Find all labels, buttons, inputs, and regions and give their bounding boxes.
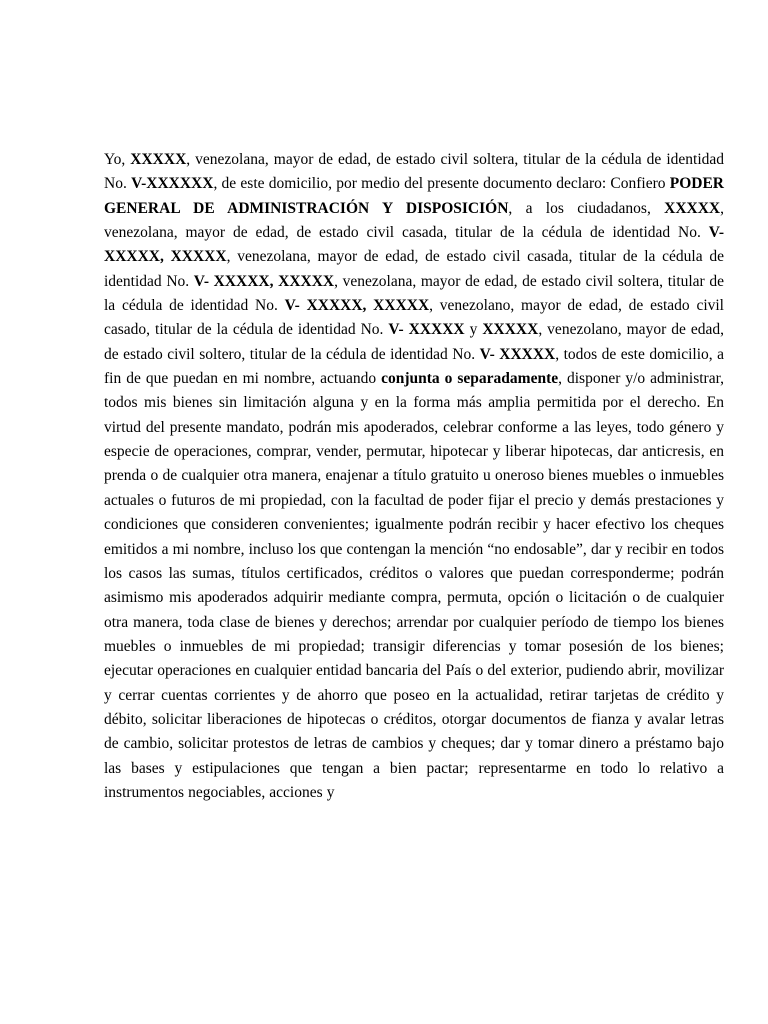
power-type-heading: PODER GENERAL DE ADMINISTRACIÓN Y DISPOSICIÓN (104, 175, 724, 217)
text-segment: Yo, (104, 151, 131, 168)
text-segment: , de este domicilio, por medio del presente documento declaro: Confiero (213, 175, 670, 193)
text-segment: , venezolana, mayor de edad, de estado civil soltera, titular de la cédula de identidad No. (104, 272, 724, 315)
grantor-name: XXXXX (130, 151, 187, 168)
attorney-5-name: XXXXX (482, 321, 539, 339)
attorney-5-id: V- XXXXX (479, 345, 556, 363)
text-segment: , venezolano, mayor de edad, de estado civil casado, titular de la cédula de identidad No. (104, 297, 724, 339)
attorney-4-id: V- XXXXX (388, 321, 465, 339)
text-segment: , venezolana, mayor de edad, de estado civil soltera, titular de la cédula de identidad No. (104, 151, 724, 193)
acting-mode: conjunta o separadamente (381, 370, 559, 388)
powers-text: , disponer y/o administrar, todos mis bienes sin limitación alguna y en la forma más amplia permitida por el derecho. En virtud del presente mandato, podrán mis apoderados, celebrar conforme a las leyes, todo género y especie de operaciones, comprar, vender, permutar, hipotecar y liberar hipotecas, dar anticresis, en prenda o de cualquier otra manera, enajenar a título gratuito u oneroso bienes muebles o inmuebles actuales o futuros de mi propiedad, con la facultad de poder fijar el precio y demás prestaciones y condiciones que consideren convenientes; igualmente podrán recibir y hacer efectivo los cheques emitidos a mi nombre, incluso los que contengan la mención “no endosable”, dar y recibir en todos los casos las sumas, títulos certificados, créditos o valores que puedan corresponderme; podrán asimismo mis apoderados adquirir mediante compra, permuta, opción o licitación o de cualquier otra manera, toda clase de bienes y derechos; arrendar por cualquier período de tiempo los bienes muebles o inmuebles de mi propiedad; transigir diferencias y tomar posesión de los bienes; ejecutar operaciones en cualquier entidad bancaria del País o del exterior, pudiendo abrir, movilizar y cerrar cuentas corrientes y de ahorro que poseo en la actualidad, retirar tarjetas de crédito y débito, solicitar liberaciones de hipotecas o créditos, otorgar documentos de fianza y avalar letras de cambio, solicitar protestos de letras de cambios y cheques; dar y tomar dinero a préstamo bajo las bases y estipulaciones que tengan a bien pactar; representarme en todo lo relativo a instrumentos negociables, acciones y (104, 370, 724, 801)
text-segment: , venezolana, mayor de edad, de estado civil casada, titular de la cédula de identidad No. (104, 199, 724, 242)
power-of-attorney-paragraph (104, 148, 724, 805)
attorney-3-id-and-attorney-4-name: V- XXXXX, XXXXX (284, 297, 430, 315)
text-segment: y (464, 321, 483, 339)
attorney-2-id-and-attorney-3-name: V- XXXXX, XXXXX (193, 272, 335, 290)
text-segment: , venezolana, mayor de edad, de estado civil casada, titular de la cédula de identidad No. (104, 248, 724, 290)
attorney-1-id-and-attorney-2-name: V-XXXXX, XXXXX (104, 224, 724, 266)
text-segment: , a los ciudadanos, (508, 199, 665, 217)
attorney-1-name: XXXXX (664, 199, 721, 217)
text-segment: , todos de este domicilio, a fin de que puedan en mi nombre, actuando (104, 345, 724, 388)
text-segment: , venezolano, mayor de edad, de estado civil soltero, titular de la cédula de identidad No. (104, 321, 724, 363)
grantor-id-number: V-XXXXXX (131, 175, 214, 193)
